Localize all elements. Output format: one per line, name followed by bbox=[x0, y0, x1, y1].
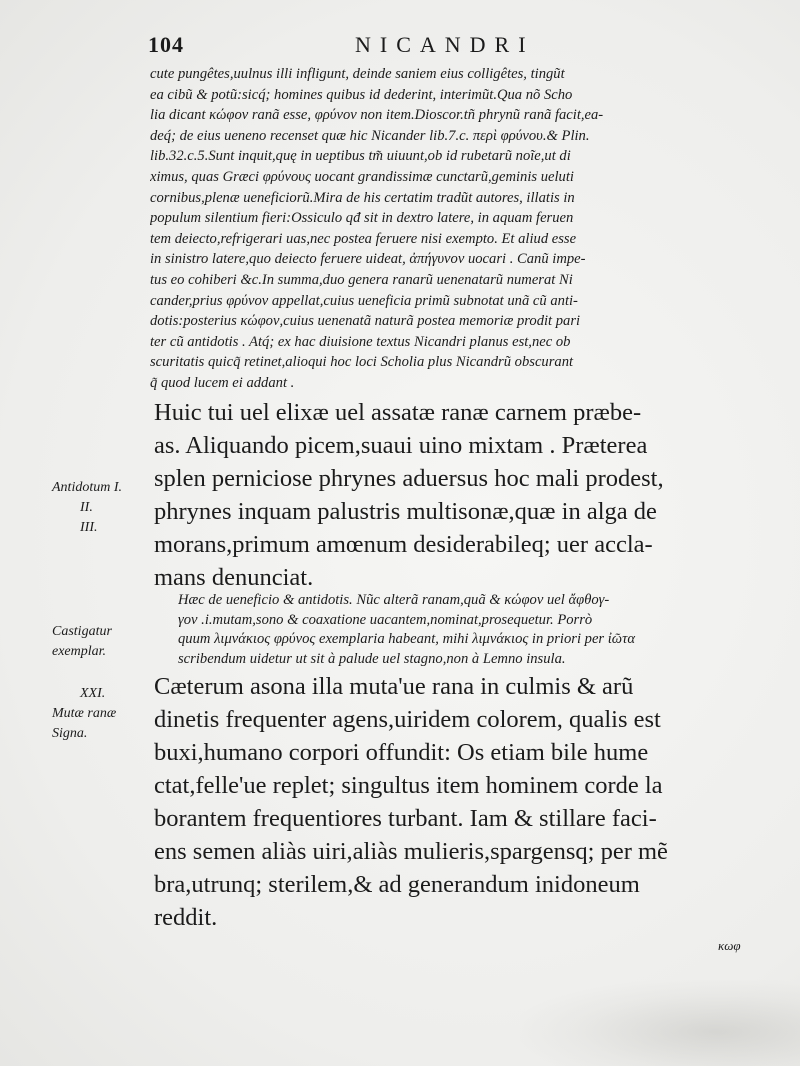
commentary-line: γον .i.mutam,sono & coaxatione uacantem,nominat,prosequetur. Porrò bbox=[178, 611, 593, 628]
commentary-line: cornibus,plenæ ueneficiorũ.Mira de his certatim tradũt autores, illatis in bbox=[150, 189, 575, 206]
verse-line: mans denunciat. bbox=[154, 564, 314, 591]
verse-line: phrynes inquam palustris multisonæ,quæ in alga de bbox=[154, 498, 657, 525]
page-stain bbox=[520, 980, 800, 1066]
verse-line: buxi,humano corpori offundit: Os etiam bile hume bbox=[154, 739, 649, 766]
commentary-line: ea cibũ & potũ:sicq́; homines quibus id dederint, interimũt.Qua nõ Scho bbox=[150, 86, 573, 103]
running-title: NICANDRI bbox=[355, 32, 535, 57]
margin-note-line: XXI. bbox=[80, 686, 106, 701]
verse-line: as. Aliquando picem,suaui uino mixtam . Præterea bbox=[154, 432, 648, 459]
commentary-line: Hæc de ueneficio & antidotis. Nũc alterã ranam,quã & κώφον uel ἄφθογ- bbox=[178, 592, 610, 608]
margin-note-antidotum bbox=[52, 478, 152, 538]
margin-note-line: Signa. bbox=[52, 726, 88, 741]
margin-note-line: III. bbox=[80, 520, 98, 535]
margin-note-line: Castigatur bbox=[52, 624, 112, 639]
margin-note-mutae bbox=[52, 684, 152, 744]
commentary-line: quum λιμνάκιος φρύνος exemplaria habeant, mihi λιμνάκιος in priori per ἰῶτα bbox=[178, 631, 635, 647]
commentary-line: dotis:posterius κώφον,cuius uenenatã naturã postea memoriæ prodit pari bbox=[150, 313, 581, 330]
margin-note-line: II. bbox=[80, 500, 93, 515]
commentary-line: in sinistro latere,quo deiecto feruere uideat, ἀπήγυνον uocari . Canũ impe- bbox=[150, 251, 586, 268]
commentary-block bbox=[150, 64, 762, 394]
verse-line: Cæterum asona illa muta'ue rana in culmis & arũ bbox=[154, 673, 634, 700]
verse-line: morans,primum amœnum desiderabileq; uer accla- bbox=[154, 531, 653, 558]
margin-note-castigatur bbox=[52, 622, 152, 662]
catchword: κωφ bbox=[718, 938, 741, 953]
commentary-line: deq́; de eius ueneno recenset quæ hic Nicander lib.7.c. περὶ φρύνου.& Plin. bbox=[150, 127, 590, 144]
verse-line: ens semen aliàs uiri,aliàs mulieris,spargensq; per mẽ bbox=[154, 838, 668, 865]
commentary-line: tem deiecto,refrigerari uas,nec postea feruere nisi exempto. Et aliud esse bbox=[150, 230, 577, 247]
page-number: 104 bbox=[148, 32, 184, 57]
commentary-block-2 bbox=[178, 591, 764, 669]
running-head bbox=[0, 30, 800, 60]
verse-line: dinetis frequenter agens,uiridem colorem, qualis est bbox=[154, 706, 661, 733]
commentary-line: tus eo cohiberi &c.In summa,duo genera ranarũ uenenatarũ numerat Ni bbox=[150, 271, 573, 288]
commentary-line: ximus, quas Græci φρύνους uocant grandissimæ cunctarũ,geminis ueluti bbox=[150, 168, 574, 185]
commentary-line: lib.32.c.5.Sunt inquit,quę in ueptibus tm̃ uiuunt,ob id rubetarũ noĩe,ut di bbox=[150, 148, 571, 165]
commentary-line: lia dicant κώφον ranã esse, φρύνον non item.Dioscor.tñ phrynũ ranã facit,ea- bbox=[150, 107, 604, 124]
verse-line: Huic tui uel elixæ uel assatæ ranæ carnem præbe- bbox=[154, 399, 642, 426]
commentary-line: scuritatis quicq̃ retinet,alioqui hoc loci Scholia plus Nicandrũ obscurant bbox=[150, 354, 574, 371]
margin-note-line: exemplar. bbox=[52, 644, 107, 659]
commentary-line: cute pungêtes,uulnus illi infligunt, deinde saniem eius colligêtes, tingũt bbox=[150, 66, 565, 82]
verse-block-1 bbox=[154, 396, 764, 594]
commentary-line: q̃ quod lucem ei addant . bbox=[150, 374, 295, 391]
verse-line: bra,utrunq; sterilem,& ad generandum inidoneum bbox=[154, 871, 640, 898]
verse-line: ctat,felle'ue replet; singultus item hominem corde la bbox=[154, 772, 663, 799]
verse-line: reddit. bbox=[154, 904, 218, 931]
commentary-line: ter cũ antidotis . Atq́; ex hac diuisione textus Nicandri planus est,nec ob bbox=[150, 333, 571, 350]
commentary-line: cander,prius φρύνον appellat,cuius ueneficia primũ subnotat unã cũ anti- bbox=[150, 292, 578, 309]
commentary-line: scribendum uidetur ut sit à palude uel stagno,non à Lemno insula. bbox=[178, 650, 566, 667]
margin-note-line: Antidotum I. bbox=[52, 480, 122, 495]
commentary-line: populum silentium fieri:Ossiculo qđ sit in dextro latere, in aquam feruen bbox=[150, 210, 574, 227]
verse-line: splen perniciose phrynes aduersus hoc mali prodest, bbox=[154, 465, 664, 492]
verse-block-2 bbox=[154, 670, 764, 934]
verse-line: borantem frequentiores turbant. Iam & stillare faci- bbox=[154, 805, 657, 832]
margin-note-line: Mutæ ranæ bbox=[52, 706, 117, 721]
